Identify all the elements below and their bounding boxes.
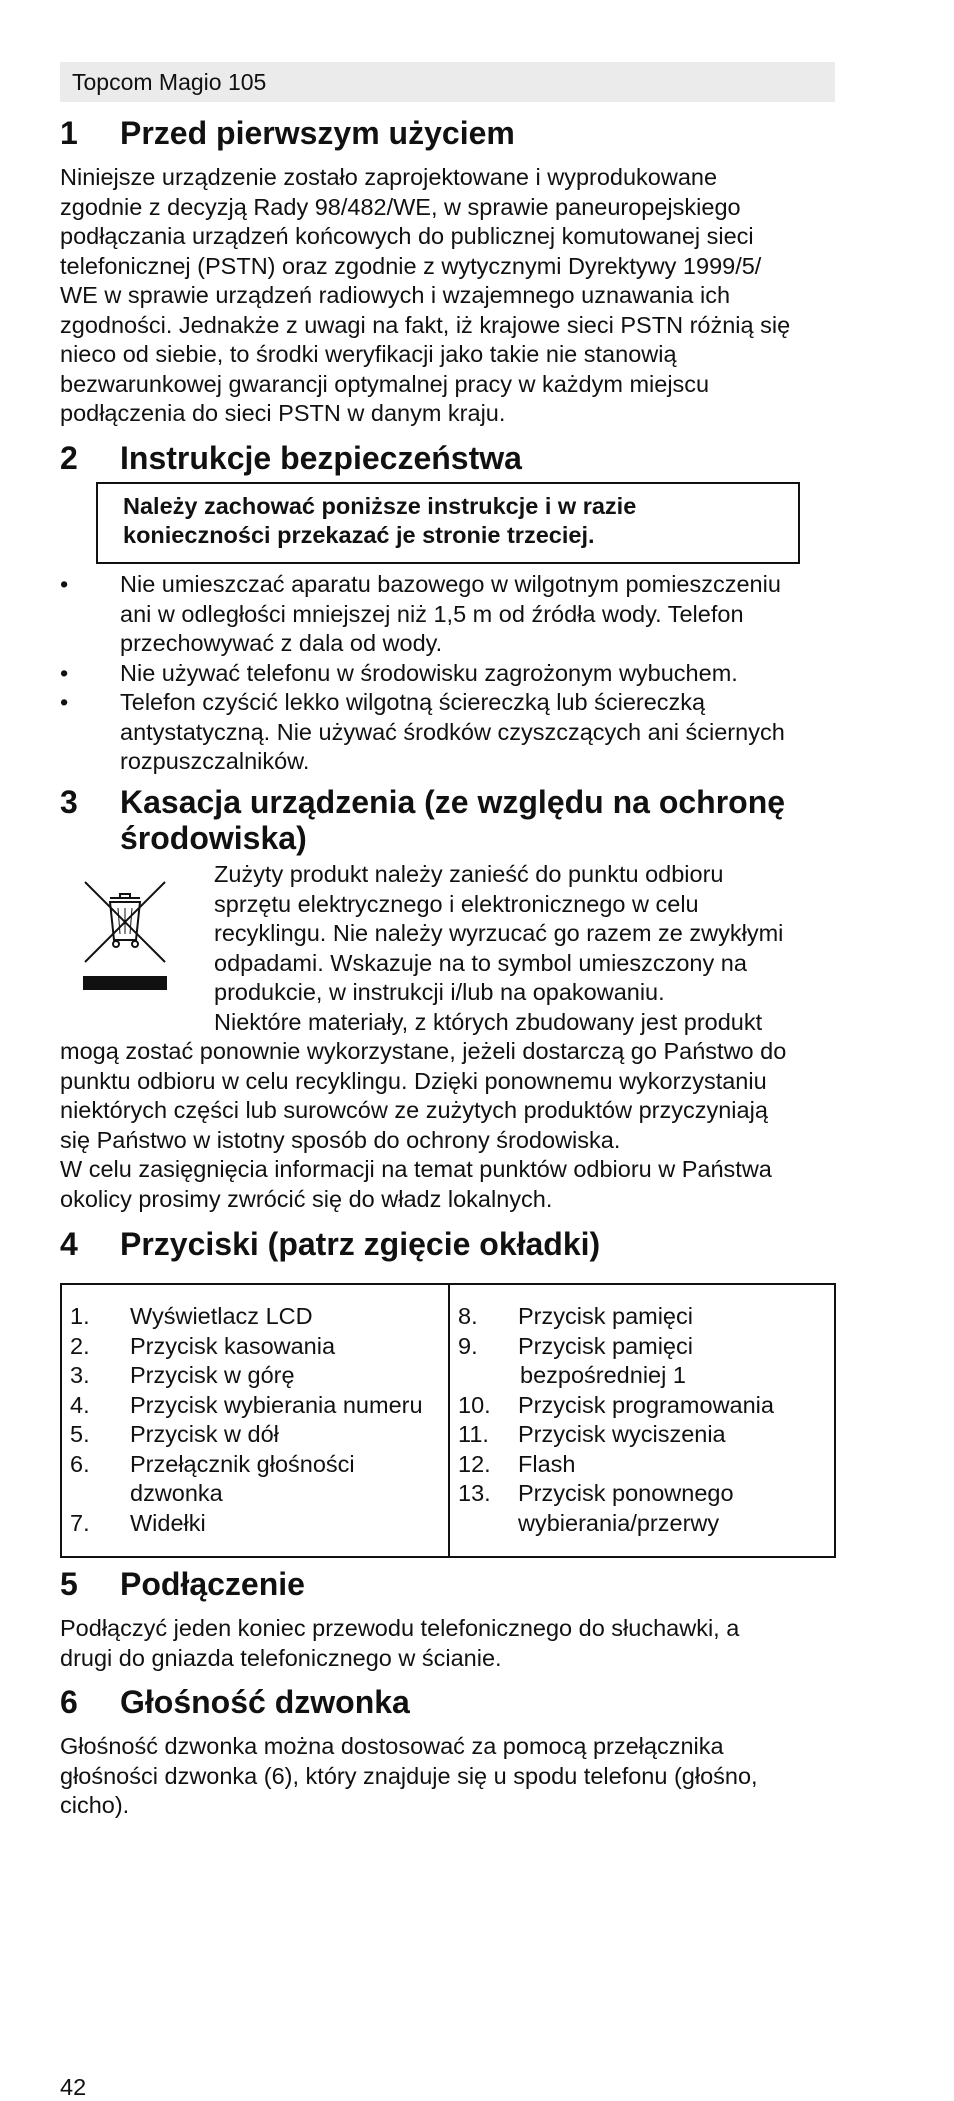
section-6-title: Głośność dzwonka: [120, 1684, 410, 1720]
button-list-item: [70, 1361, 450, 1391]
section-6-line: głośności dzwonka (6), który znajduje się u spodu telefonu (głośno,: [60, 1762, 758, 1789]
section-6-line: cicho).: [60, 1792, 130, 1818]
safety-bullet-line: rozpuszczalników.: [120, 748, 310, 774]
item-number: 10.: [458, 1391, 491, 1418]
safety-notice-box: [96, 482, 800, 564]
button-list-item: [458, 1302, 834, 1332]
document-header-title: Topcom Magio 105: [72, 69, 267, 95]
safety-bullet-item: [60, 659, 850, 689]
item-number: 11.: [458, 1421, 489, 1447]
button-list-item: [458, 1391, 834, 1421]
item-label-line: Przycisk pamięci: [518, 1332, 693, 1359]
button-list-item: [70, 1302, 450, 1332]
section-3-line: Zużyty produkt należy zanieść do punktu odbioru: [214, 861, 724, 887]
section-6-body: [60, 1732, 835, 1821]
item-label-line: dzwonka: [130, 1480, 223, 1506]
section-3-line: produkcie, w instrukcji i/lub na opakowaniu.: [214, 979, 665, 1005]
section-5-title: Podłączenie: [120, 1566, 305, 1602]
item-label: Przycisk wybierania numeru: [130, 1391, 423, 1418]
safety-bullet-line: Telefon czyścić lekko wilgotną ściereczką lub ściereczką: [120, 689, 706, 715]
item-label: [130, 1450, 450, 1509]
section-2-number: 2: [60, 440, 78, 476]
item-label: Przycisk kasowania: [130, 1332, 336, 1359]
section-3-title: [120, 784, 830, 856]
buttons-left-column: [70, 1302, 450, 1538]
item-label: [518, 1332, 834, 1391]
safety-bullet-line: ani w odległości mniejszej niż 1,5 m od źródła wody. Telefon: [120, 600, 744, 627]
item-number: 2.: [70, 1332, 90, 1359]
section-1-line: telefonicznej (PSTN) oraz zgodnie z wytycznymi Dyrektywy 1999/5/: [60, 252, 762, 279]
safety-bullet-line: przechowywać z dala od wody.: [120, 630, 443, 656]
section-5-line: Podłączyć jeden koniec przewodu telefonicznego do słuchawki, a: [60, 1615, 740, 1641]
item-label: Przycisk wyciszenia: [518, 1421, 726, 1447]
section-5-line: drugi do gniazda telefonicznego w ścianie.: [60, 1644, 502, 1671]
section-5-heading: [60, 1566, 850, 1602]
section-1-heading: [60, 115, 850, 151]
item-number: 5.: [70, 1421, 90, 1447]
section-3-line: W celu zasięgnięcia informacji na temat punktów odbioru w Państwa: [60, 1156, 772, 1182]
item-label-line: wybierania/przerwy: [518, 1509, 720, 1536]
section-5-number: 5: [60, 1566, 78, 1602]
button-list-item: [70, 1391, 450, 1421]
page-number: 42: [60, 2074, 87, 2100]
item-label: Przycisk w dół: [130, 1421, 279, 1447]
section-1-line: Niniejsze urządzenie zostało zaprojektowane i wyprodukowane: [60, 164, 718, 190]
button-list-item: [70, 1420, 450, 1450]
item-label-line: Przycisk ponownego: [518, 1480, 734, 1506]
section-2-title: Instrukcje bezpieczeństwa: [120, 440, 522, 476]
safety-bullet-list: [60, 570, 850, 777]
item-number: 1.: [70, 1303, 90, 1329]
buttons-right-column: [458, 1302, 834, 1538]
document-header: [60, 62, 835, 102]
section-3-line: punktu odbioru w celu recyklingu. Dzięki ponownemu wykorzystaniu: [60, 1067, 767, 1094]
item-label-line: Przełącznik głośności: [130, 1450, 355, 1477]
section-1-line: podłączenia do sieci PSTN w danym kraju.: [60, 400, 506, 426]
button-list-item: [458, 1450, 834, 1480]
section-3-number: 3: [60, 784, 78, 820]
safety-bullet-line: Nie używać telefonu w środowisku zagrożonym wybuchem.: [120, 659, 738, 686]
section-1-body: [60, 163, 835, 429]
safety-bullet-item: [60, 688, 850, 777]
item-number: 3.: [70, 1362, 90, 1388]
safety-notice-line: Należy zachować poniższe instrukcje i w razie: [123, 493, 637, 519]
section-3-line: recyklingu. Nie należy wyrzucać go razem ze zwykłymi: [214, 920, 784, 946]
section-3-line: sprzętu elektrycznego i elektronicznego w celu: [214, 890, 699, 917]
button-list-item: [70, 1509, 450, 1539]
item-label: Wyświetlacz LCD: [130, 1303, 313, 1329]
section-2-heading: [60, 440, 850, 476]
section-4-title: Przyciski (patrz zgięcie okładki): [120, 1226, 601, 1262]
safety-notice-line: konieczności przekazać je stronie trzeciej.: [123, 522, 595, 548]
item-label: Przycisk w górę: [130, 1362, 295, 1388]
bullet-marker: •: [60, 571, 69, 597]
button-list-item: [458, 1479, 834, 1538]
section-3-line: Niektóre materiały, z których zbudowany jest produkt: [214, 1008, 763, 1035]
safety-bullet-line: Nie umieszczać aparatu bazowego w wilgotnym pomieszczeniu: [120, 571, 781, 597]
section-1-line: zgodnie z decyzją Rady 98/482/WE, w sprawie paneuropejskiego: [60, 193, 741, 220]
bullet-marker: •: [60, 689, 69, 715]
item-number: 6.: [70, 1450, 90, 1477]
section-3-title-line: Kasacja urządzenia (ze względu na ochronę: [120, 784, 786, 820]
section-1-title: Przed pierwszym użyciem: [120, 115, 515, 151]
section-3-full-body: [60, 1037, 835, 1214]
section-3-line: mogą zostać ponownie wykorzystane, jeżeli dostarczą go Państwo do: [60, 1038, 787, 1064]
item-label: Przycisk programowania: [518, 1391, 774, 1418]
section-3-line: się Państwo w istotny sposób do ochrony środowiska.: [60, 1126, 621, 1153]
section-3-indented-body: [214, 860, 834, 1037]
crossed-out-wheelie-bin-icon: [80, 876, 170, 992]
section-6-heading: [60, 1684, 850, 1720]
item-number: 9.: [458, 1332, 478, 1359]
section-3-title-line: środowiska): [120, 820, 307, 856]
section-1-line: podłączania urządzeń końcowych do publicznej komutowanej sieci: [60, 223, 754, 249]
section-1-line: WE w sprawie urządzeń radiowych i wzajemnego uznawania ich: [60, 282, 731, 308]
button-list-item: [458, 1420, 834, 1450]
button-list-item: [70, 1332, 450, 1362]
item-number: 4.: [70, 1391, 90, 1418]
section-4-number: 4: [60, 1226, 78, 1262]
section-3-line: odpadami. Wskazuje na to symbol umieszczony na: [214, 949, 747, 976]
item-number: 8.: [458, 1303, 478, 1329]
section-1-line: zgodności. Jednakże z uwagi na fakt, iż krajowe sieci PSTN różnią się: [60, 311, 791, 338]
item-number: 7.: [70, 1509, 90, 1536]
section-5-body: [60, 1614, 835, 1673]
button-list-item: [458, 1332, 834, 1391]
section-1-line: bezwarunkowej gwarancji optymalnej pracy w każdym miejscu: [60, 370, 710, 397]
button-list-item: [70, 1450, 450, 1509]
bullet-marker: •: [60, 659, 69, 686]
item-label: Przycisk pamięci: [518, 1303, 693, 1329]
section-3-line: niektórych części lub surowców ze zużytych produktów przyczyniają: [60, 1097, 768, 1123]
section-1-line: nieco od siebie, to środki weryfikacji jako takie nie stanowią: [60, 341, 677, 367]
item-number: 12.: [458, 1450, 491, 1477]
section-3-heading: [60, 784, 850, 856]
item-number: 13.: [458, 1480, 491, 1506]
section-4-heading: [60, 1226, 850, 1262]
buttons-table: [60, 1283, 836, 1558]
section-6-number: 6: [60, 1684, 78, 1720]
safety-bullet-item: [60, 570, 850, 659]
section-6-line: Głośność dzwonka można dostosować za pomocą przełącznika: [60, 1733, 724, 1759]
safety-bullet-line: antystatyczną. Nie używać środków czyszczących ani ściernych: [120, 718, 785, 745]
section-1-number: 1: [60, 115, 78, 151]
section-3-line: okolicy prosimy zwrócić się do władz lokalnych.: [60, 1185, 553, 1212]
item-label-line: bezpośredniej 1: [520, 1362, 686, 1388]
item-label: [518, 1479, 834, 1538]
item-label: Flash: [518, 1450, 576, 1477]
item-label: Widełki: [130, 1509, 206, 1536]
